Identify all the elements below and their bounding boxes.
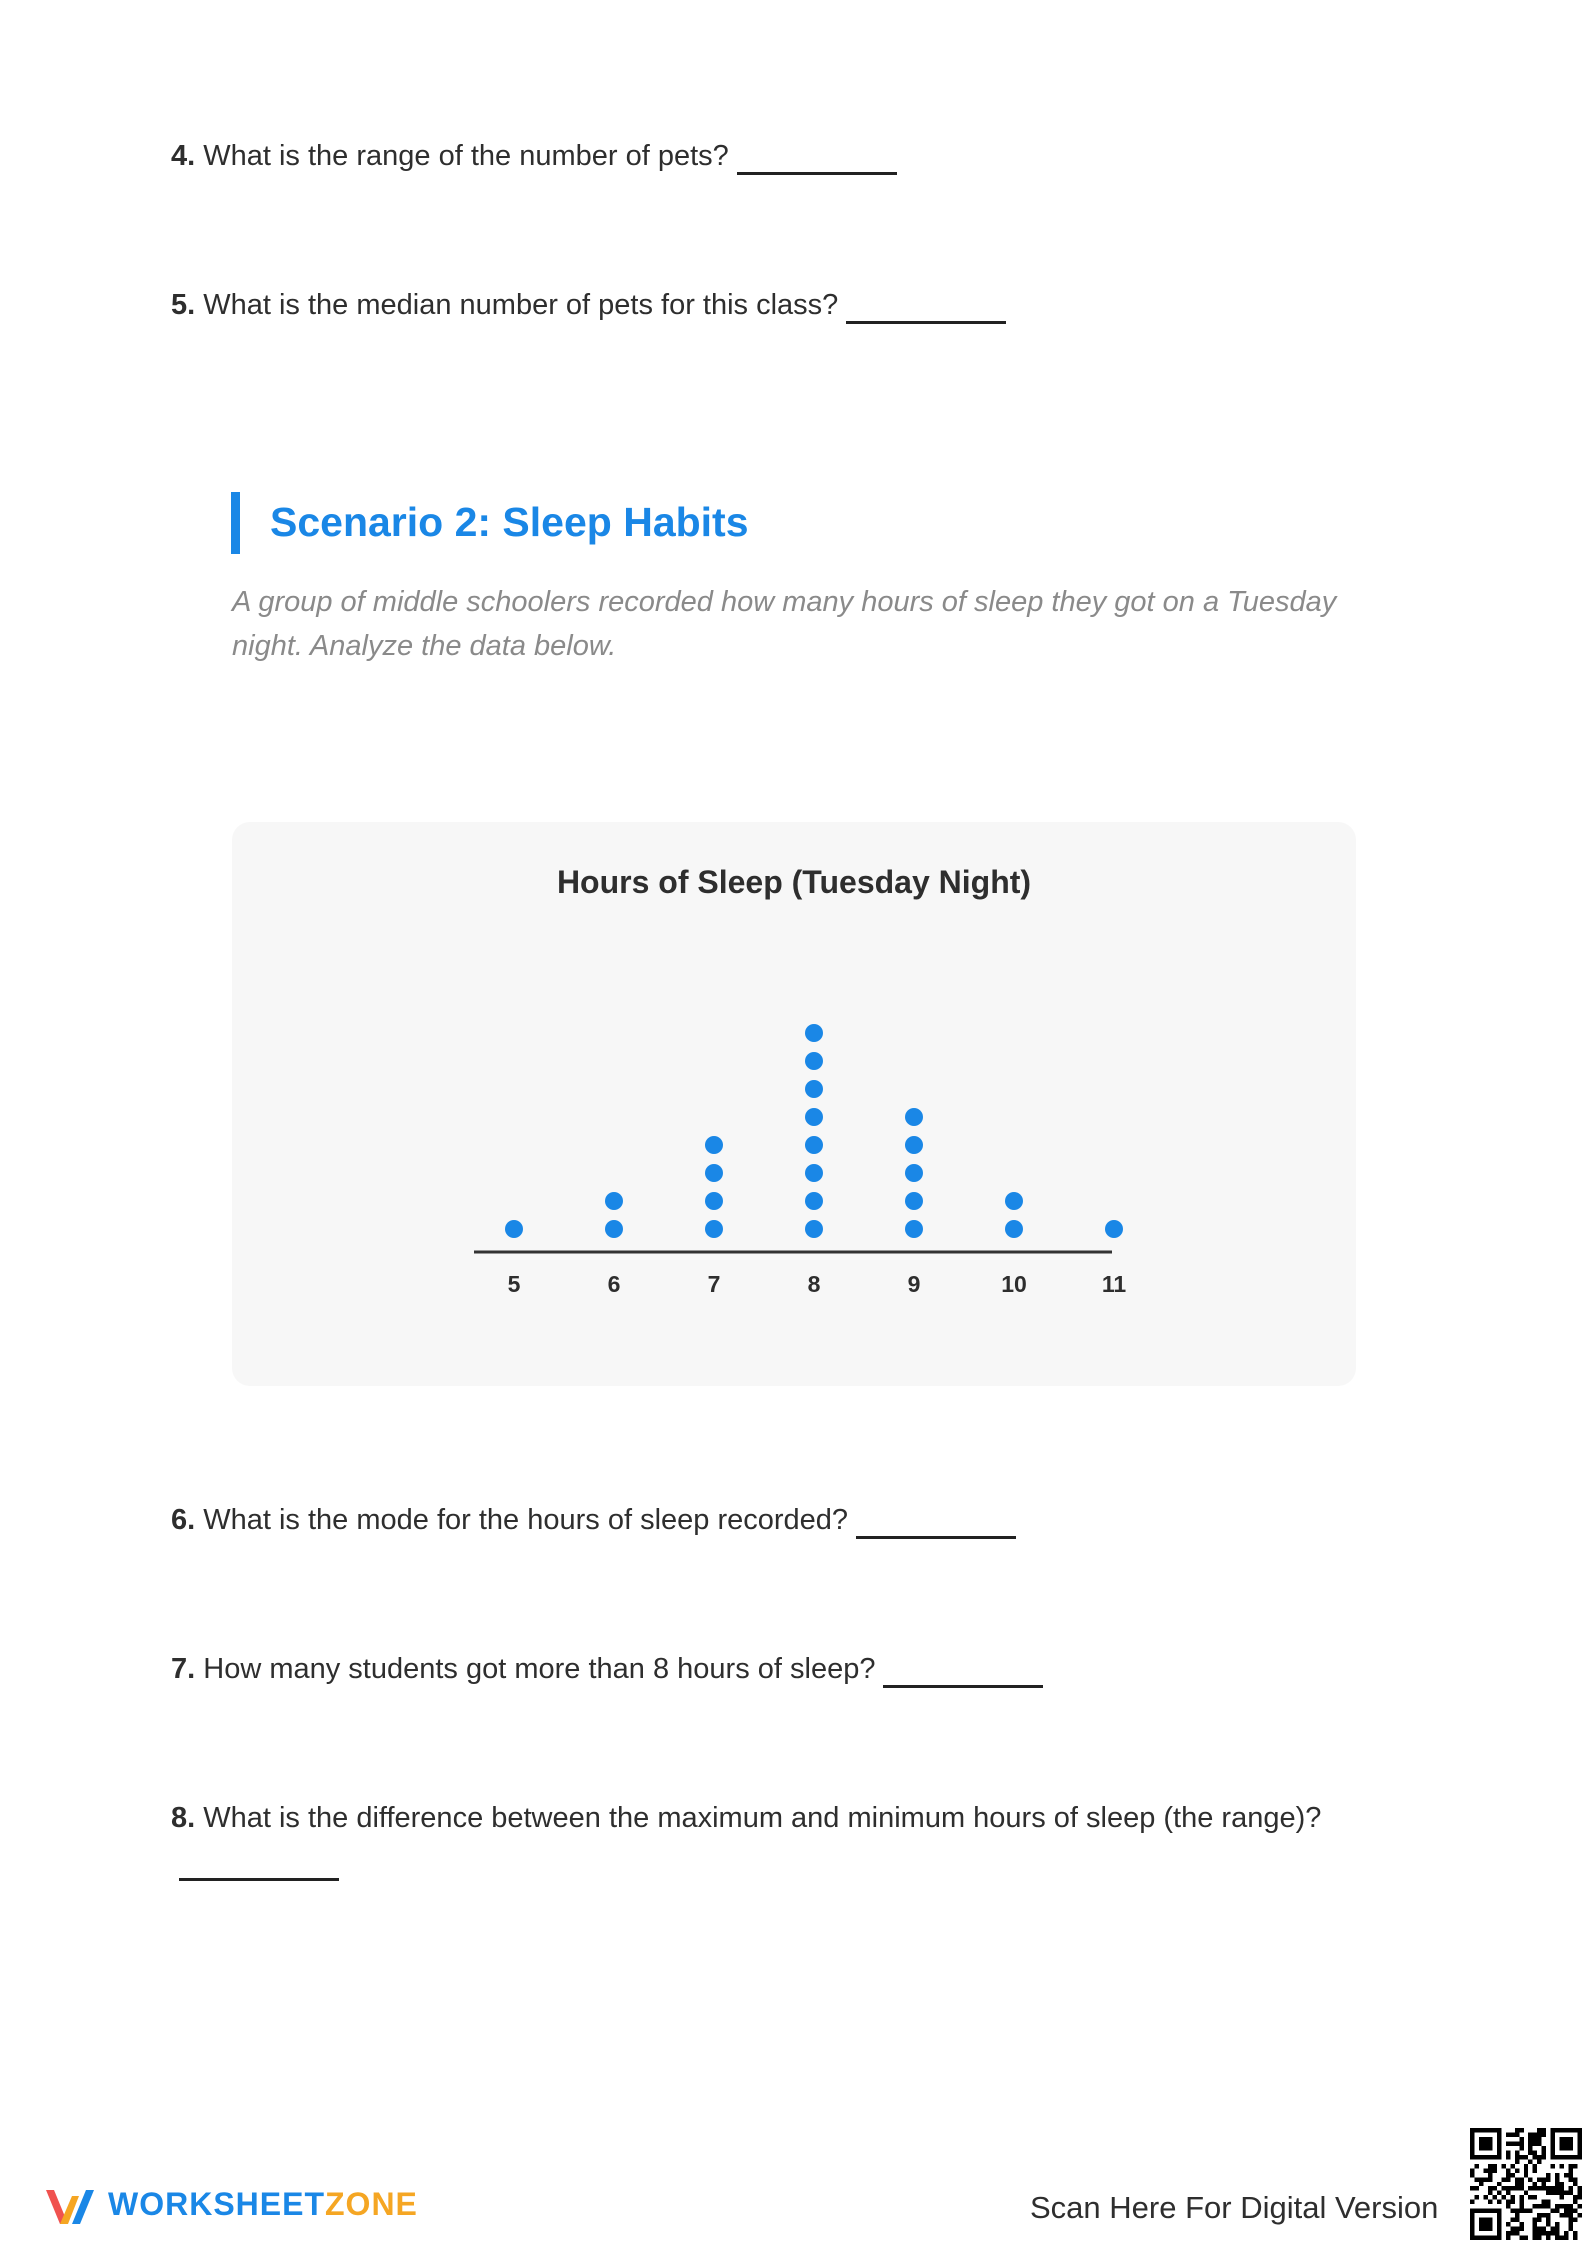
data-dot <box>705 1220 723 1238</box>
data-dot <box>905 1164 923 1182</box>
scenario-description: A group of middle schoolers recorded how many hours of sleep they got on a Tuesday night. Analyze the data below. <box>232 586 1337 662</box>
x-tick-label: 11 <box>1101 1271 1127 1297</box>
brand-word-zone: ZONE <box>325 2186 418 2222</box>
answer-blank[interactable] <box>179 1848 339 1881</box>
data-dot <box>905 1192 923 1210</box>
answer-blank[interactable] <box>883 1655 1043 1688</box>
data-dot <box>605 1220 623 1238</box>
data-dot <box>705 1136 723 1154</box>
dot-plot <box>232 822 1356 1386</box>
data-dot <box>805 1220 823 1238</box>
scan-instruction: Scan Here For Digital Version <box>1030 2190 1439 2225</box>
data-dot <box>805 1052 823 1070</box>
data-dot <box>1105 1220 1123 1238</box>
data-dot <box>805 1108 823 1126</box>
brand-name <box>108 2186 418 2223</box>
scenario-accent-bar <box>231 492 240 554</box>
qr-code-icon[interactable] <box>1470 2128 1582 2240</box>
question-5 <box>171 283 1006 327</box>
question-8 <box>171 1796 1351 1884</box>
answer-blank[interactable] <box>737 142 897 175</box>
question-number: 7. <box>171 1653 196 1685</box>
data-dot <box>605 1192 623 1210</box>
brand-word-worksheet: WORKSHEET <box>108 2186 325 2222</box>
data-dot <box>705 1192 723 1210</box>
answer-blank[interactable] <box>856 1506 1016 1539</box>
dot-plot-card <box>232 822 1356 1386</box>
question-7 <box>171 1647 1043 1691</box>
scenario-title: Scenario 2: Sleep Habits <box>270 499 749 545</box>
data-dot <box>705 1164 723 1182</box>
chart-title: Hours of Sleep (Tuesday Night) <box>556 864 1032 900</box>
question-6 <box>171 1498 1016 1542</box>
question-text: How many students got more than 8 hours of sleep? <box>195 1653 876 1685</box>
worksheetzone-logo-icon <box>42 2178 98 2234</box>
data-dot <box>805 1080 823 1098</box>
x-tick-label: 8 <box>807 1271 821 1297</box>
data-dot <box>905 1220 923 1238</box>
question-text: What is the range of the number of pets? <box>195 140 729 172</box>
x-tick-label: 6 <box>607 1271 621 1297</box>
x-tick-label: 10 <box>1001 1271 1027 1297</box>
data-dot <box>905 1136 923 1154</box>
data-dot <box>1005 1192 1023 1210</box>
data-dot <box>905 1108 923 1126</box>
question-number: 6. <box>171 1504 196 1536</box>
x-tick-label: 7 <box>707 1271 721 1297</box>
data-dot <box>805 1136 823 1154</box>
data-dot <box>805 1024 823 1042</box>
question-text: What is the difference between the maximum and minimum hours of sleep (the range)? <box>195 1802 1322 1834</box>
data-dot <box>805 1164 823 1182</box>
x-tick-label: 9 <box>907 1271 921 1297</box>
question-text: What is the median number of pets for this class? <box>195 289 839 321</box>
answer-blank[interactable] <box>846 291 1006 324</box>
data-dot <box>1005 1220 1023 1238</box>
question-number: 4. <box>171 140 196 172</box>
x-tick-label: 5 <box>507 1271 521 1297</box>
data-dot <box>505 1220 523 1238</box>
question-text: What is the mode for the hours of sleep recorded? <box>195 1504 849 1536</box>
question-number: 8. <box>171 1802 196 1834</box>
data-dot <box>805 1192 823 1210</box>
question-number: 5. <box>171 289 196 321</box>
question-4 <box>171 134 897 178</box>
